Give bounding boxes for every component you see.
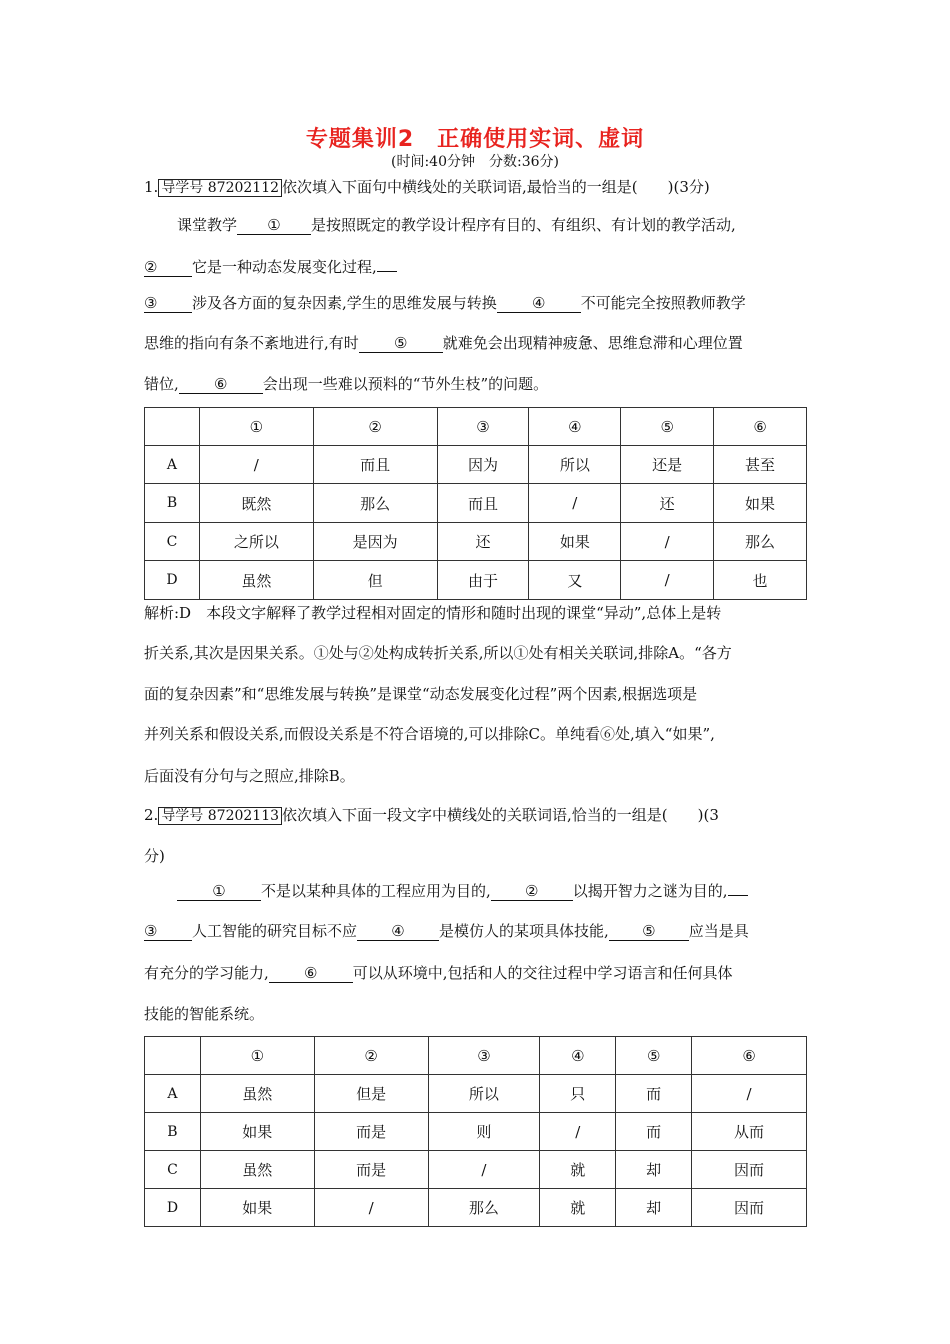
table-cell: 却 — [616, 1189, 692, 1227]
q1-analysis-line: 面的复杂因素”和“思维发展与转换”是课堂“动态发展变化过程”两个因素,根据选项是 — [144, 685, 698, 703]
table-header-cell: ① — [200, 1037, 314, 1075]
table-row — [145, 484, 807, 523]
q1-text: 课堂教学 — [177, 216, 238, 234]
table-cell: 所以 — [428, 1075, 540, 1113]
table-cell: 还 — [621, 484, 714, 523]
table-cell: 所以 — [529, 446, 621, 484]
q1-text: 思维的指向有条不紊地进行,有时 — [144, 334, 359, 352]
q2-stem-line — [144, 804, 808, 825]
blank-underline — [728, 895, 748, 896]
q1-analysis-line: 后面没有分句与之照应,排除B。 — [144, 767, 355, 785]
table-row — [145, 523, 807, 561]
table-cell: / — [621, 561, 714, 600]
table-header-cell: ③ — [428, 1037, 540, 1075]
table-cell: 虽然 — [200, 1151, 314, 1189]
table-cell: 如果 — [200, 1113, 314, 1151]
table-cell: 但是 — [314, 1075, 428, 1113]
table-row — [145, 1151, 807, 1189]
q1-options-table — [144, 407, 807, 600]
blank-4: ④ — [357, 922, 439, 941]
table-cell: 却 — [616, 1151, 692, 1189]
q2-para-line-4: 技能的智能系统。 — [144, 1005, 265, 1023]
table-cell: 而且 — [313, 446, 437, 484]
option-label: D — [145, 561, 200, 600]
table-header-cell: ⑤ — [621, 408, 714, 446]
q2-text: 不是以某种具体的工程应用为目的, — [261, 882, 491, 900]
page-subtitle: (时间:40分钟 分数:36分) — [391, 154, 559, 170]
table-header-cell — [145, 408, 200, 446]
table-cell: 而 — [616, 1113, 692, 1151]
table-cell: 从而 — [692, 1113, 807, 1151]
table-cell: 甚至 — [714, 446, 807, 484]
q1-stem-line — [144, 176, 808, 197]
table-cell: 之所以 — [199, 523, 313, 561]
q1-text: 会出现一些难以预料的“节外生枝”的问题。 — [262, 375, 549, 393]
blank-3: ③ — [144, 922, 192, 941]
table-cell: 而是 — [314, 1151, 428, 1189]
q1-text: 不可能完全按照教师教学 — [580, 294, 746, 312]
table-row — [145, 1113, 807, 1151]
table-header-row — [145, 1037, 807, 1075]
table-cell: / — [314, 1189, 428, 1227]
q1-analysis-line: 并列关系和假设关系,而假设关系是不符合语境的,可以排除C。单纯看⑥处,填入“如果”, — [144, 725, 715, 743]
table-header-cell: ⑤ — [616, 1037, 692, 1075]
table-cell: 就 — [540, 1189, 616, 1227]
table-cell: 由于 — [437, 561, 529, 600]
q2-options-table — [144, 1036, 807, 1227]
q2-text: 有充分的学习能力, — [144, 964, 269, 982]
blank-3: ③ — [144, 294, 192, 313]
q1-para-line-1 — [177, 214, 841, 235]
table-cell: 就 — [540, 1151, 616, 1189]
table-cell: 而且 — [437, 484, 529, 523]
q2-text: 可以从环境中,包括和人的交往过程中学习语言和任何具体 — [352, 964, 733, 982]
table-cell: 虽然 — [200, 1075, 314, 1113]
blank-1: ① — [237, 216, 311, 235]
option-label: A — [145, 1075, 201, 1113]
table-header-cell — [145, 1037, 201, 1075]
page-title: 专题集训2 正确使用实词、虚词 — [305, 127, 645, 152]
q1-para-line-4 — [144, 332, 808, 353]
table-header-cell: ⑥ — [692, 1037, 807, 1075]
table-cell: 如果 — [714, 484, 807, 523]
blank-5: ⑤ — [609, 922, 689, 941]
table-cell: 因而 — [692, 1151, 807, 1189]
q1-para-line-5 — [144, 373, 808, 394]
q1-text: 它是一种动态发展变化过程, — [192, 258, 377, 276]
q1-analysis-line: 折关系,其次是因果关系。①处与②处构成转折关系,所以①处有相关关联词,排除A。“各方 — [144, 644, 732, 662]
table-row — [145, 561, 807, 600]
table-header-cell: ④ — [529, 408, 621, 446]
blank-2: ② — [491, 882, 573, 901]
q2-stem: 依次填入下面一段文字中横线处的关联词语,恰当的一组是( )(3 — [282, 806, 719, 824]
q1-text: 错位, — [144, 375, 179, 393]
table-header-cell: ④ — [540, 1037, 616, 1075]
q1-text: 就难免会出现精神疲惫、思维怠滞和心理位置 — [442, 334, 743, 352]
q2-text: 以揭开智力之谜为目的, — [572, 882, 728, 900]
blank-6: ⑥ — [179, 375, 263, 394]
q1-number: 1. — [144, 178, 159, 196]
q2-text: 人工智能的研究目标不应 — [192, 922, 358, 940]
table-cell: 还 — [437, 523, 529, 561]
table-header-cell: ② — [314, 1037, 428, 1075]
table-header-cell: ⑥ — [714, 408, 807, 446]
table-header-cell: ③ — [437, 408, 529, 446]
q1-para-line-2 — [144, 256, 808, 277]
table-cell: 而 — [616, 1075, 692, 1113]
q1-stem: 依次填入下面句中横线处的关联词语,最恰当的一组是( )(3分) — [282, 178, 710, 196]
table-header-cell: ② — [313, 408, 437, 446]
q2-number: 2. — [144, 806, 159, 824]
table-cell: 也 — [714, 561, 807, 600]
table-cell: 那么 — [714, 523, 807, 561]
table-cell: 是因为 — [313, 523, 437, 561]
table-row — [145, 1189, 807, 1227]
q2-para-line-2 — [144, 920, 808, 941]
table-cell: / — [529, 484, 621, 523]
option-label: C — [145, 1151, 201, 1189]
q1-text: 涉及各方面的复杂因素,学生的思维发展与转换 — [192, 294, 497, 312]
table-cell: 因而 — [692, 1189, 807, 1227]
table-cell: 则 — [428, 1113, 540, 1151]
table-cell: 而是 — [314, 1113, 428, 1151]
table-cell: 那么 — [428, 1189, 540, 1227]
q1-analysis-line: 解析:D 本段文字解释了教学过程相对固定的情形和随时出现的课堂“异动”,总体上是转 — [144, 604, 722, 622]
blank-1: ① — [177, 882, 261, 901]
table-cell: 还是 — [621, 446, 714, 484]
option-label: C — [145, 523, 200, 561]
table-cell: / — [692, 1075, 807, 1113]
table-cell: 如果 — [200, 1189, 314, 1227]
q2-para-line-1 — [177, 880, 841, 901]
table-cell: / — [540, 1113, 616, 1151]
table-cell: 因为 — [437, 446, 529, 484]
table-cell: / — [428, 1151, 540, 1189]
q2-id-box: 导学号 87202113 — [158, 807, 282, 825]
blank-underline — [377, 271, 397, 272]
option-label: B — [145, 1113, 201, 1151]
table-cell: 如果 — [529, 523, 621, 561]
table-cell: 只 — [540, 1075, 616, 1113]
table-cell: 又 — [529, 561, 621, 600]
option-label: B — [145, 484, 200, 523]
q2-para-line-3 — [144, 962, 808, 983]
q2-stem-line-2: 分) — [144, 847, 165, 865]
table-header-cell: ① — [199, 408, 313, 446]
option-label: D — [145, 1189, 201, 1227]
table-header-row — [145, 408, 807, 446]
blank-2: ② — [144, 258, 192, 277]
q2-text: 是模仿人的某项具体技能, — [439, 922, 609, 940]
blank-4: ④ — [497, 294, 581, 313]
option-label: A — [145, 446, 200, 484]
table-row — [145, 446, 807, 484]
q1-id-box: 导学号 87202112 — [158, 179, 282, 197]
table-row — [145, 1075, 807, 1113]
table-cell: 但 — [313, 561, 437, 600]
table-cell: 既然 — [199, 484, 313, 523]
q2-text: 应当是具 — [688, 922, 749, 940]
blank-5: ⑤ — [359, 334, 443, 353]
q1-para-line-3 — [144, 292, 808, 313]
table-cell: / — [199, 446, 313, 484]
table-cell: / — [621, 523, 714, 561]
table-cell: 虽然 — [199, 561, 313, 600]
q1-text: 是按照既定的教学设计程序有目的、有组织、有计划的教学活动, — [311, 216, 736, 234]
blank-6: ⑥ — [269, 964, 353, 983]
table-cell: 那么 — [313, 484, 437, 523]
